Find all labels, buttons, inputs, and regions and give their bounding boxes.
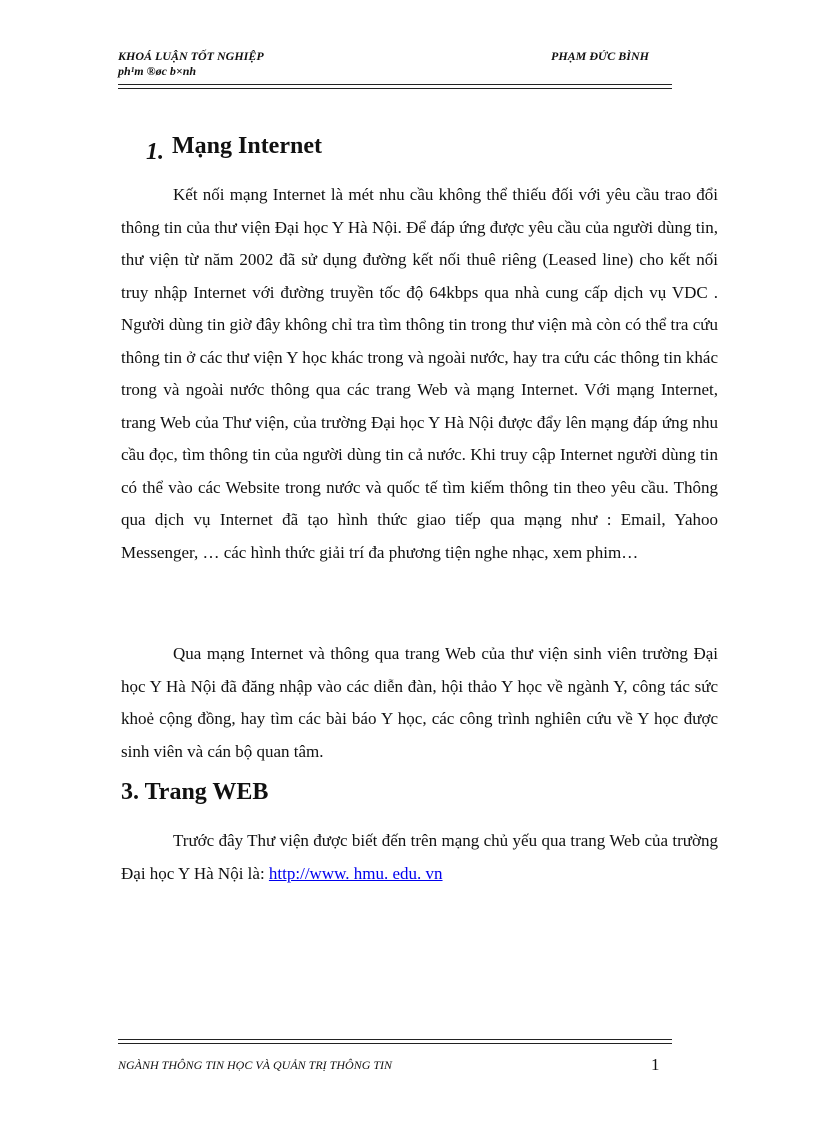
header-divider-line-secondary (118, 88, 672, 89)
footer-divider-line-secondary (118, 1043, 672, 1044)
header-divider-line (118, 84, 672, 85)
header-author-name: PHẠM ĐỨC BÌNH (551, 49, 649, 63)
header-author-encoded: ph¹m ®øc b×nh (118, 64, 197, 78)
paragraph-web-page (121, 825, 718, 890)
section-number: 1. (146, 139, 164, 165)
page-header-left (118, 49, 264, 79)
page-number: 1 (651, 1055, 660, 1074)
paragraph-internet-usage: Qua mạng Internet và thông qua trang Web của thư viện sinh viên trường Đại học Y Hà Nội đã đăng nhập vào các diễn đàn, hội thảo Y học về ngành Y, công tác sức khoẻ cộng đồng, hay tìm các bài báo Y học, các công trình nghiên cứu về Y học được sinh viên và cán bộ quan tâm. (121, 644, 718, 761)
paragraph-web-text: Trước đây Thư viện được biết đến trên mạng chủ yếu qua trang Web của trường Đại học Y Hà Nội là: (121, 831, 718, 883)
footer-department: NGÀNH THÔNG TIN HỌC VÀ QUẢN TRỊ THÔNG TIN (118, 1058, 393, 1072)
header-thesis-title: KHOÁ LUẬN TỐT NGHIỆP (118, 49, 264, 63)
section-number: 3. (121, 779, 139, 805)
paragraph-internet-connection: Kết nối mạng Internet là mét nhu cầu không thể thiếu đối với yêu cầu trao đổi thông tin của thư viện Đại học Y Hà Nội. Để đáp ứng được yêu cầu của người dùng tin, thư viện từ năm 2002 đã sử dụng đường kết nối thuê riêng (Leased line) cho kết nối truy nhập Internet với đường truyền tốc độ 64kbps qua nhà cung cấp dịch vụ VDC . Người dùng tin giờ đây không chỉ tra tìm thông tin trong thư viện mà còn có thể tra cứu thông tin ở các thư viện Y học khác trong và ngoài nước, hay tra cứu các thông tin khác trong và ngoài nước thông qua các trang Web và mạng Internet. Với mạng Internet, trang Web của Thư viện, của trường Đại học Y Hà Nội được đẩy lên mạng đáp ứng nhu cầu đọc, tìm thông tin của người dùng tin cả nước. Khi truy cập Internet người dùng tin có thể vào các Website trong nước và quốc tế tìm kiếm thông tin theo yêu cầu. Thông qua dịch vụ Internet đã tạo hình thức giao tiếp qua mạng như : Email, Yahoo Messenger, … các hình thức giải trí đa phương tiện nghe nhạc, xem phim… (121, 185, 718, 562)
section-title: Mạng Internet (172, 133, 322, 159)
section-heading-web (121, 778, 268, 806)
footer-divider-line (118, 1039, 672, 1040)
website-link[interactable]: http://www. hmu. edu. vn (268, 863, 443, 883)
section-title: Trang WEB (144, 779, 269, 805)
section-heading-internet (146, 132, 322, 165)
